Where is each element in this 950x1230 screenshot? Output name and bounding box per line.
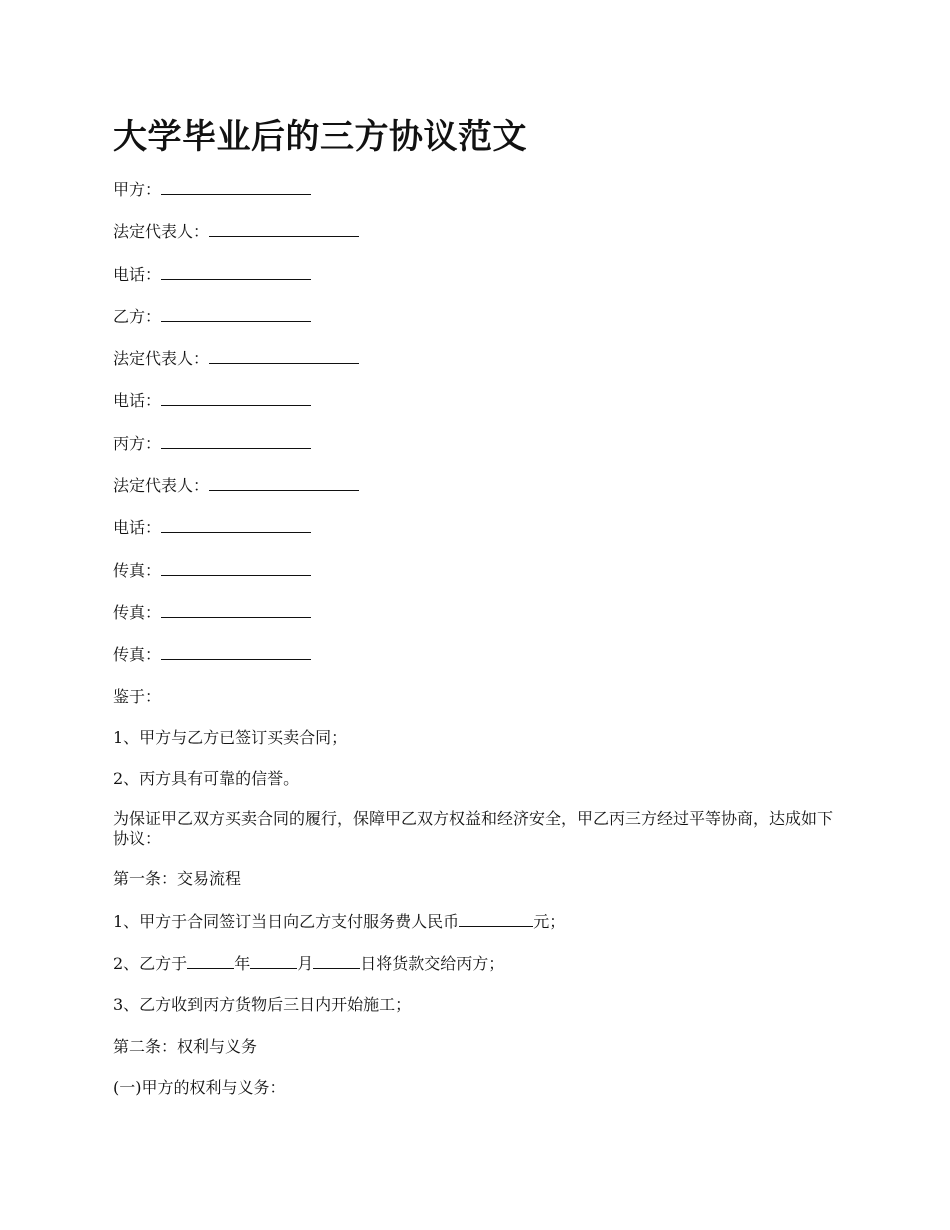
party-c-rep-blank xyxy=(209,474,359,491)
party-b-blank xyxy=(161,305,311,322)
party-c-phone-line xyxy=(113,516,848,539)
party-c-line xyxy=(113,432,848,455)
party-a-label: 甲方： xyxy=(113,180,162,199)
fax-label-1: 传真： xyxy=(113,560,162,580)
day-label: 日将货款交给丙方； xyxy=(360,954,505,974)
article-1-heading: 第一条：交易流程 xyxy=(113,869,242,889)
party-a-phone-label: 电话： xyxy=(113,264,162,284)
fax-line-2 xyxy=(113,601,848,624)
day-blank xyxy=(313,952,360,969)
article-1-item-2-text: 2、乙方于 xyxy=(113,954,188,974)
whereas-item-1: 1、甲方与乙方已签订买卖合同； xyxy=(113,727,348,747)
fee-amount-blank xyxy=(459,910,533,927)
preamble-paragraph: 为保证甲乙双方买卖合同的履行，保障甲乙双方权益和经济安全，甲乙丙三方经过平等协商，达成如下协议： xyxy=(113,809,834,849)
fax-blank-1 xyxy=(161,559,311,576)
party-a-rep-blank xyxy=(209,220,359,237)
article-1-item-1-unit: 元； xyxy=(533,911,566,931)
fax-label-2: 传真： xyxy=(113,602,162,622)
fax-line-1 xyxy=(113,559,848,582)
party-a-blank xyxy=(161,178,311,195)
party-a-rep-line xyxy=(113,220,848,243)
article-1-item-3: 3、乙方收到丙方货物后三日内开始施工； xyxy=(113,995,412,1015)
party-c-rep-label: 法定代表人： xyxy=(113,476,210,496)
party-c-phone-blank xyxy=(161,516,311,533)
month-label: 月 xyxy=(297,954,314,974)
year-label: 年 xyxy=(234,954,251,974)
article-1-item-1-text: 1、甲方于合同签订当日向乙方支付服务费人民币 xyxy=(113,911,460,931)
year-blank xyxy=(187,952,234,969)
article-1-item-1 xyxy=(113,910,848,933)
document-page xyxy=(113,112,848,1118)
party-b-rep-line xyxy=(113,347,848,370)
document-title: 大学毕业后的三方协议范文 xyxy=(113,117,527,157)
party-c-rep-line xyxy=(113,474,848,497)
party-a-phone-blank xyxy=(161,263,311,280)
party-c-phone-label: 电话： xyxy=(113,518,162,538)
party-b-label: 乙方： xyxy=(113,306,162,326)
fax-blank-3 xyxy=(161,643,311,660)
party-c-blank xyxy=(161,432,311,449)
party-a-line xyxy=(113,178,848,201)
party-b-line xyxy=(113,305,848,328)
party-a-phone-line xyxy=(113,263,848,286)
party-b-phone-label: 电话： xyxy=(113,391,162,411)
fax-blank-2 xyxy=(161,601,311,618)
party-b-phone-blank xyxy=(161,389,311,406)
whereas-heading: 鉴于： xyxy=(113,686,162,706)
whereas-item-2: 2、丙方具有可靠的信誉。 xyxy=(113,769,300,789)
article-1-item-2 xyxy=(113,952,848,975)
party-b-rep-blank xyxy=(209,347,359,364)
fax-line-3 xyxy=(113,643,848,666)
party-b-rep-label: 法定代表人： xyxy=(113,349,210,369)
month-blank xyxy=(250,952,297,969)
party-c-label: 丙方： xyxy=(113,433,162,453)
party-b-phone-line xyxy=(113,389,848,412)
article-2-heading: 第二条：权利与义务 xyxy=(113,1036,258,1056)
party-a-rep-label: 法定代表人： xyxy=(113,222,210,242)
fax-label-3: 传真： xyxy=(113,645,162,665)
article-2-sub-1: (一)甲方的权利与义务： xyxy=(113,1077,286,1097)
